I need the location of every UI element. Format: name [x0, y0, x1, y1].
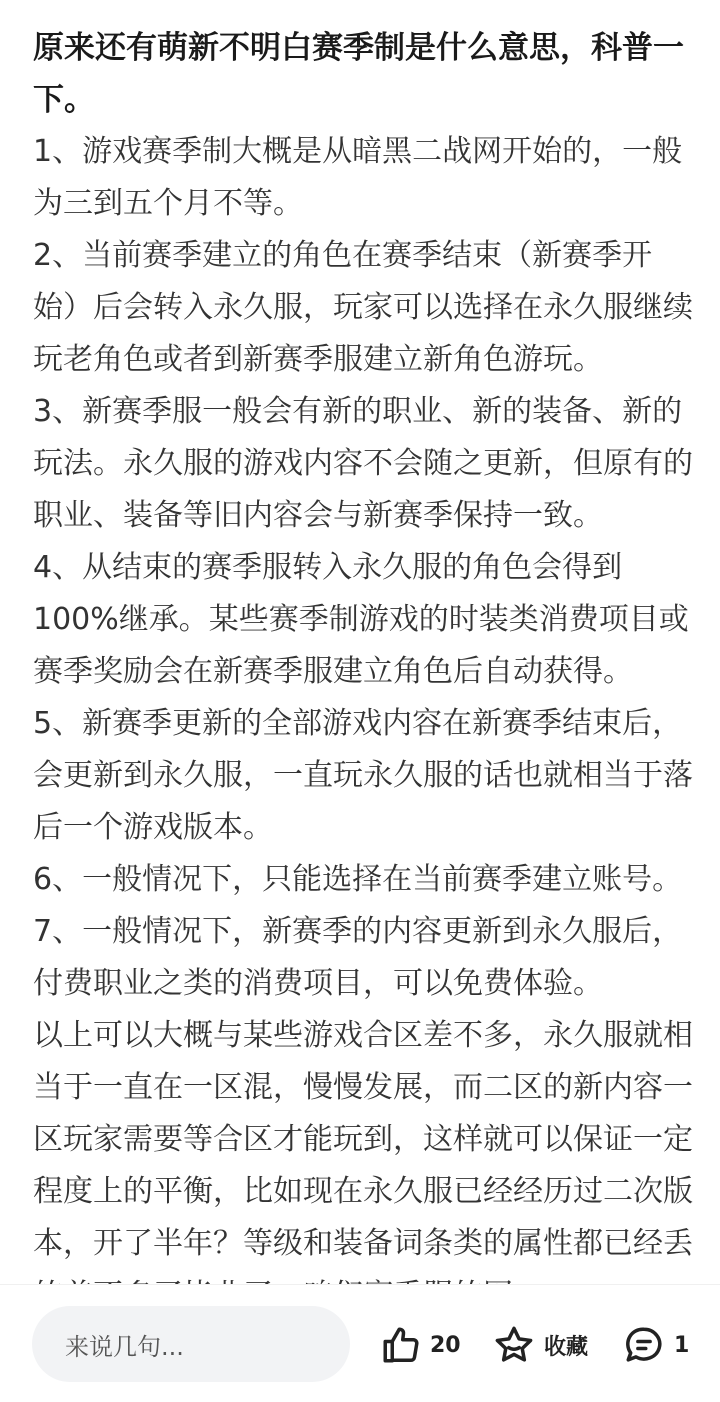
thumbs-up-icon	[380, 1324, 422, 1366]
post-paragraph: 5、新赛季更新的全部游戏内容在新赛季结束后，会更新到永久服，一直玩永久服的话也就相当于落后一个游戏版本。	[33, 706, 693, 845]
comment-count: 1	[674, 1332, 690, 1358]
favorite-label: 收藏	[544, 1334, 589, 1360]
post-title: 原来还有萌新不明白赛季制是什么意思，科普一下。	[33, 30, 684, 118]
like-count: 20	[430, 1332, 461, 1358]
post-paragraph: 2、当前赛季建立的角色在赛季结束（新赛季开始）后会转入永久服，玩家可以选择在永久服继续玩老角色或者到新赛季服建立新角色游玩。	[33, 238, 693, 377]
star-icon	[492, 1324, 536, 1366]
comment-input[interactable]	[32, 1306, 350, 1382]
post-paragraph: 1、游戏赛季制大概是从暗黑二战网开始的，一般为三到五个月不等。	[33, 134, 683, 221]
post-content	[33, 22, 693, 1284]
favorite-button[interactable]	[492, 1325, 588, 1365]
comment-bubble-icon	[622, 1324, 666, 1366]
bottom-action-bar	[0, 1284, 720, 1402]
comment-placeholder: 来说几句...	[65, 1332, 184, 1361]
post-paragraph: 7、一般情况下，新赛季的内容更新到永久服后，付费职业之类的消费项目，可以免费体验。	[33, 914, 683, 1001]
post-paragraph: 4、从结束的赛季服转入永久服的角色会得到100%继承。某些赛季制游戏的时装类消费项目或赛季奖励会在新赛季服建立角色后自动获得。	[33, 550, 689, 689]
post-paragraph: 6、一般情况下，只能选择在当前赛季建立账号。	[33, 862, 683, 897]
post-paragraph: 以上可以大概与某些游戏合区差不多，永久服就相当于一直在一区混，慢慢发展，而二区的新内容一区玩家需要等合区才能玩到，这样就可以保证一定程度上的平衡，比如现在永久服已经经历过二次版本，开了半年？等级和装备词条类的属性都已经丢	[33, 1018, 693, 1261]
comment-button[interactable]	[622, 1325, 689, 1365]
like-button[interactable]	[380, 1325, 461, 1365]
post-paragraph: 3、新赛季服一般会有新的职业、新的装备、新的玩法。永久服的游戏内容不会随之更新，但原有的职业、装备等旧内容会与新赛季保持一致。	[33, 394, 693, 533]
